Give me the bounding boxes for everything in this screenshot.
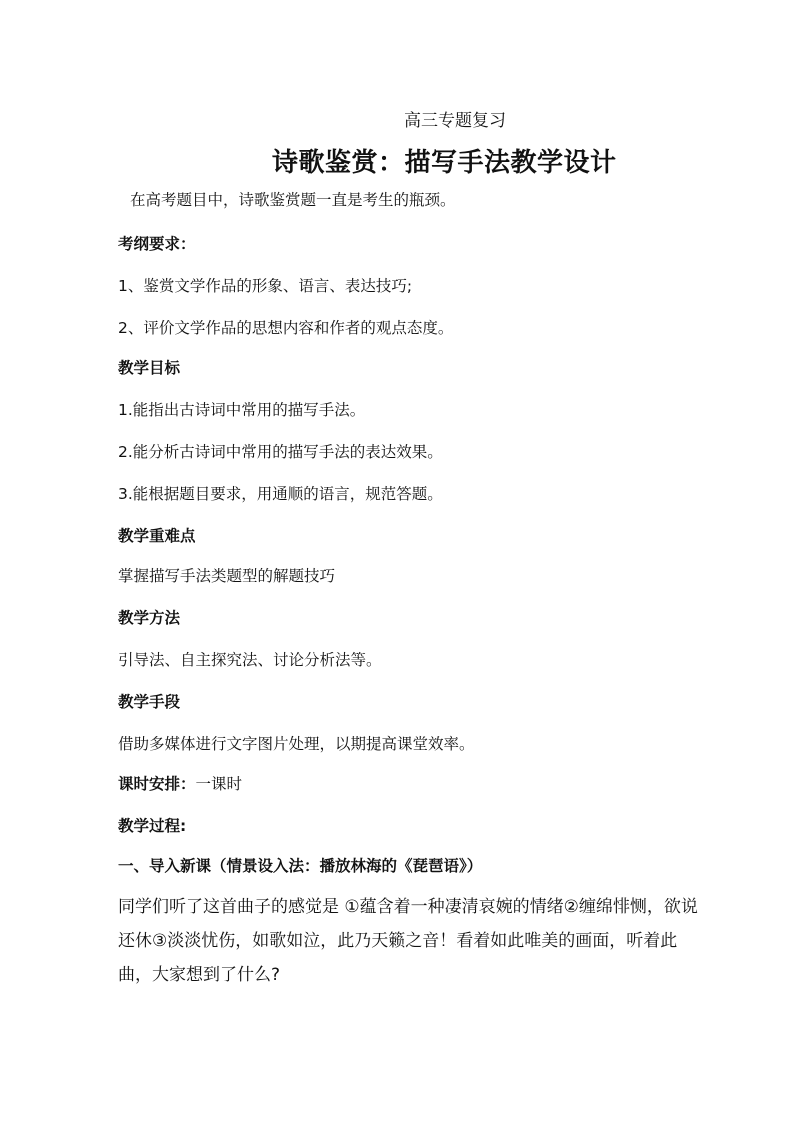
step1-paragraph: 同学们听了这首曲子的感觉是 ①蕴含着一种凄清哀婉的情绪②缠绵悱恻，欲说还休③淡淡忧伤，如歌如泣，此乃天籁之音！看着如此唯美的画面，听着此曲，大家想到了什么?	[118, 897, 698, 985]
goals-heading: 教学目标	[118, 359, 181, 377]
document-subtitle: 高三专题复习	[404, 111, 506, 131]
outline-heading: 考纲要求：	[118, 235, 196, 253]
difficulty-text: 掌握描写手法类题型的解题技巧	[118, 567, 336, 585]
step1-heading: 一、导入新课（情景设入法：播放林海的《琵琶语》）	[118, 857, 483, 875]
method-heading: 教学方法	[118, 609, 181, 627]
schedule-line	[118, 774, 242, 794]
schedule-text: 一课时	[195, 775, 243, 793]
goal-item: 3.能根据题目要求，用通顺的语言，规范答题。	[118, 485, 443, 503]
outline-item: 1、鉴赏文学作品的形象、语言、表达技巧;	[118, 277, 413, 295]
outline-item: 2、评价文学作品的思想内容和作者的观点态度。	[118, 319, 454, 337]
means-text: 借助多媒体进行文字图片处理，以期提高课堂效率。	[118, 735, 475, 753]
goal-item: 1.能指出古诗词中常用的描写手法。	[118, 401, 366, 419]
process-heading: 教学过程:	[118, 817, 187, 835]
means-heading: 教学手段	[118, 693, 181, 711]
method-text: 引导法、自主探究法、讨论分析法等。	[118, 651, 382, 669]
intro-text: 在高考题目中，诗歌鉴赏题一直是考生的瓶颈。	[130, 191, 456, 209]
goal-item: 2.能分析古诗词中常用的描写手法的表达效果。	[118, 443, 443, 461]
document-title: 诗歌鉴赏：描写手法教学设计	[272, 148, 617, 178]
difficulty-heading: 教学重难点	[118, 527, 196, 545]
schedule-heading: 课时安排：	[118, 775, 196, 793]
